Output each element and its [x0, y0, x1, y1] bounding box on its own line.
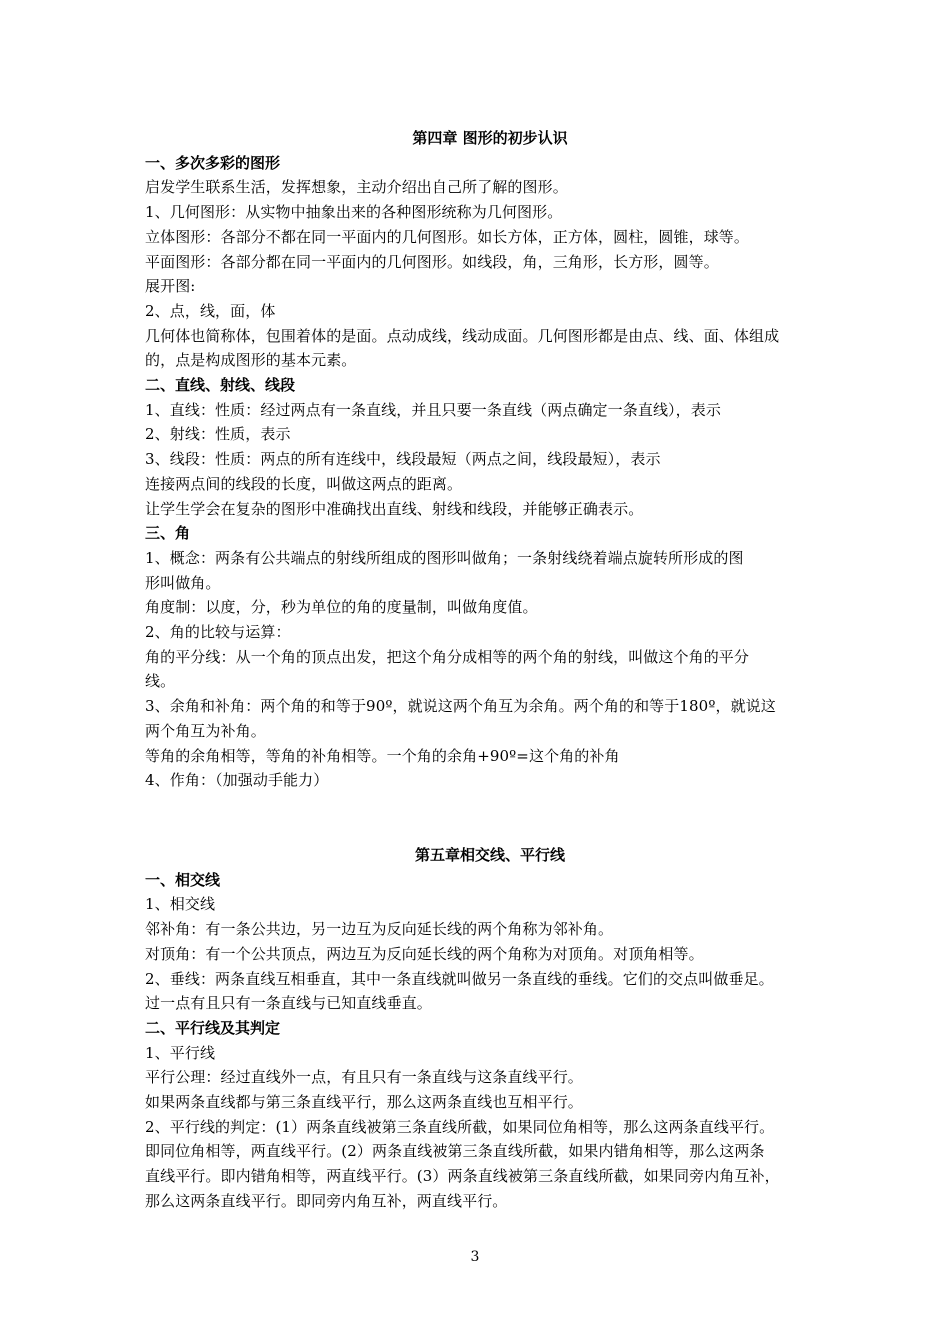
paragraph-line: 连接两点间的线段的长度，叫做这两点的距离。: [145, 474, 463, 493]
section-heading: 二、平行线及其判定: [145, 1018, 281, 1037]
paragraph-line: 2、垂线：两条直线互相垂直，其中一条直线就叫做另一条直线的垂线。它们的交点叫做垂足。: [145, 969, 774, 988]
paragraph-line: 4、作角：（加强动手能力）: [145, 771, 329, 790]
paragraph-line: 展开图:: [145, 277, 196, 296]
section-heading: 一、相交线: [145, 870, 221, 889]
paragraph-line: 启发学生联系生活，发挥想象，主动介绍出自己所了解的图形。: [145, 178, 568, 197]
paragraph-line: 2、点，线，面，体: [145, 301, 276, 320]
paragraph-line: 过一点有且只有一条直线与已知直线垂直。: [145, 994, 432, 1013]
paragraph-line: 2、射线：性质，表示: [145, 425, 291, 444]
paragraph-line: 几何体也简称体，包围着体的是面。点动成线，线动成面。几何图形都是由点、线、面、体组成: [145, 326, 780, 345]
paragraph-line: 角的平分线：从一个角的顶点出发，把这个角分成相等的两个角的射线，叫做这个角的平分: [145, 647, 750, 666]
paragraph-line: 2、角的比较与运算：: [145, 623, 291, 642]
paragraph-line: 如果两条直线都与第三条直线平行，那么这两条直线也互相平行。: [145, 1093, 583, 1112]
section-heading: 二、直线、射线、线段: [145, 376, 296, 395]
paragraph-line: 1、概念：两条有公共端点的射线所组成的图形叫做角；一条射线绕着端点旋转所形成的图: [145, 548, 744, 567]
paragraph-line: 2、平行线的判定：(1）两条直线被第三条直线所截，如果同位角相等，那么这两条直线平行。: [145, 1117, 775, 1136]
paragraph-line: 对顶角：有一个公共顶点，两边互为反向延长线的两个角称为对顶角。对顶角相等。: [145, 944, 704, 963]
chapter-title: 第五章相交线、平行线: [414, 845, 565, 864]
document-page: [145, 126, 815, 1214]
paragraph-line: 平行公理：经过直线外一点，有且只有一条直线与这条直线平行。: [145, 1068, 583, 1087]
paragraph-line: 直线平行。即内错角相等，两直线平行。(3）两条直线被第三条直线所截，如果同旁内角互补，: [145, 1167, 780, 1186]
page-number: 3: [470, 1249, 480, 1265]
paragraph-line: 1、直线：性质：经过两点有一条直线，并且只要一条直线（两点确定一条直线），表示: [145, 400, 721, 419]
paragraph-line: 邻补角：有一条公共边，另一边互为反向延长线的两个角称为邻补角。: [145, 920, 614, 939]
chapter-title: 第四章 图形的初步认识: [412, 129, 568, 147]
section-heading: 一、多次多彩的图形: [145, 153, 281, 172]
paragraph-line: 两个角互为补角。: [145, 721, 266, 740]
paragraph-line: 1、平行线: [145, 1043, 216, 1062]
paragraph-line: 3、余角和补角：两个角的和等于90º，就说这两个角互为余角。两个角的和等于180º，就说这: [145, 697, 776, 716]
paragraph-line: 平面图形：各部分都在同一平面内的几何图形。如线段，角，三角形，长方形，圆等。: [145, 252, 719, 271]
paragraph-line: 形叫做角。: [145, 573, 221, 592]
paragraph-line: 3、线段：性质：两点的所有连线中，线段最短（两点之间，线段最短），表示: [145, 450, 661, 469]
paragraph-line: 线。: [145, 672, 176, 691]
paragraph-line: 那么这两条直线平行。即同旁内角互补，两直线平行。: [145, 1191, 508, 1210]
paragraph-line: 角度制：以度，分，秒为单位的角的度量制，叫做角度值。: [145, 598, 538, 617]
paragraph-line: 等角的余角相等，等角的补角相等。一个角的余角+90º=这个角的补角: [145, 746, 620, 765]
paragraph-line: 让学生学会在复杂的图形中准确找出直线、射线和线段，并能够正确表示。: [145, 499, 644, 518]
chapter-spacer: [145, 793, 815, 843]
paragraph-line: 1、相交线: [145, 895, 216, 914]
section-heading: 三、角: [145, 524, 191, 543]
paragraph-line: 的，点是构成图形的基本元素。: [145, 351, 357, 370]
paragraph-line: 1、几何图形：从实物中抽象出来的各种图形统称为几何图形。: [145, 203, 563, 222]
paragraph-line: 立体图形：各部分不都在同一平面内的几何图形。如长方体，正方体，圆柱，圆锥，球等。: [145, 227, 750, 246]
paragraph-line: 即同位角相等，两直线平行。(2）两条直线被第三条直线所截，如果内错角相等，那么这两条: [145, 1142, 765, 1161]
